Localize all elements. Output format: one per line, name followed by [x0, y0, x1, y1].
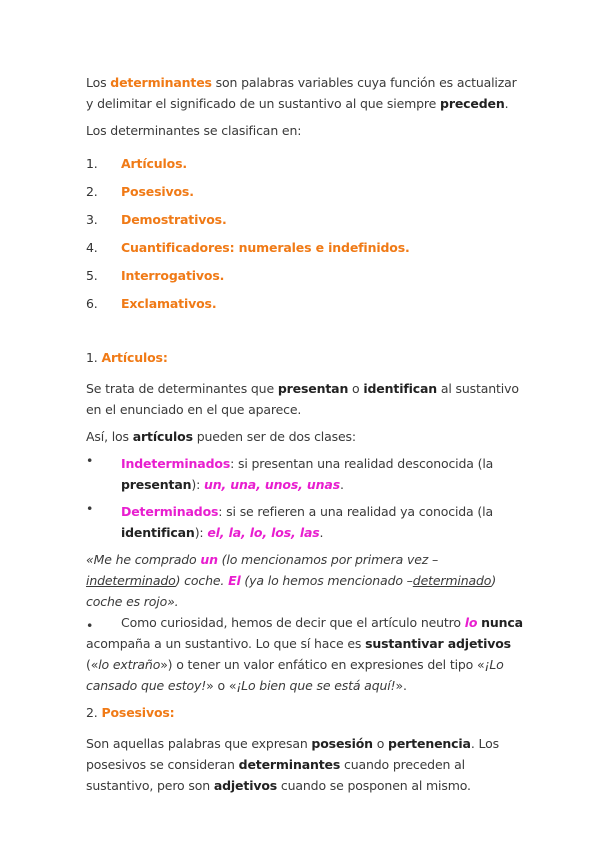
articulos-paragraph: Se trata de determinantes que presentan o identifican al sustantivo en el enunciado en el que aparece. [86, 381, 519, 417]
posesivos-paragraph: Son aquellas palabras que expresan posesión o pertenencia. Los posesivos se consideran determinantes cuando preceden al sustantivo, pero son adjetivos cuando se posponen al mismo. [86, 736, 499, 793]
curiosidad-paragraph: Como curiosidad, hemos de decir que el artículo neutro lo nunca acompaña a un sustantivo. Lo que sí hace es sustantivar adjetivos («lo extraño») o tener un valor enfático en expresiones del tipo «¡Lo cansado que estoy!» o «¡Lo bien que se está aquí!». [86, 615, 523, 693]
bullet-icon: • [86, 453, 94, 468]
classification-list [86, 149, 526, 317]
list-item: 5. Interrogativos. [86, 267, 225, 283]
document-page [86, 72, 526, 796]
intro-paragraph: Los determinantes son palabras variables cuya función es actualizar y delimitar el significado de un sustantivo al que siempre preceden. [86, 75, 517, 111]
section-heading-articulos: 1. Artículos: [86, 350, 168, 365]
section-heading-posesivos: 2. Posesivos: [86, 705, 175, 720]
list-item: 1. Artículos. [86, 155, 187, 171]
classification-intro: Los determinantes se clasifican en: [86, 123, 302, 138]
list-item: 4. Cuantificadores: numerales e indefinidos. [86, 239, 410, 255]
list-item: 3. Demostrativos. [86, 211, 227, 227]
bullet-determinados: • Determinados: si se refieren a una realidad ya conocida (la identifican): el, la, lo, los, las. [86, 501, 526, 543]
example-quote: «Me he comprado un (lo mencionamos por primera vez –indeterminado) coche. El (ya lo hemos mencionado –determinado) coche es rojo». [86, 552, 497, 609]
list-item: 2. Posesivos. [86, 183, 194, 199]
list-item: 6. Exclamativos. [86, 295, 217, 311]
bullet-icon: • [86, 501, 94, 516]
articulos-classes-intro: Así, los artículos pueden ser de dos clases: [86, 429, 356, 444]
term-determinantes: determinantes [110, 75, 212, 90]
bullet-indeterminados: • Indeterminados: si presentan una realidad desconocida (la presentan): un, una, unos, unas. [86, 453, 526, 495]
term-preceden: preceden [440, 96, 505, 111]
bullet-icon: • [86, 618, 94, 633]
